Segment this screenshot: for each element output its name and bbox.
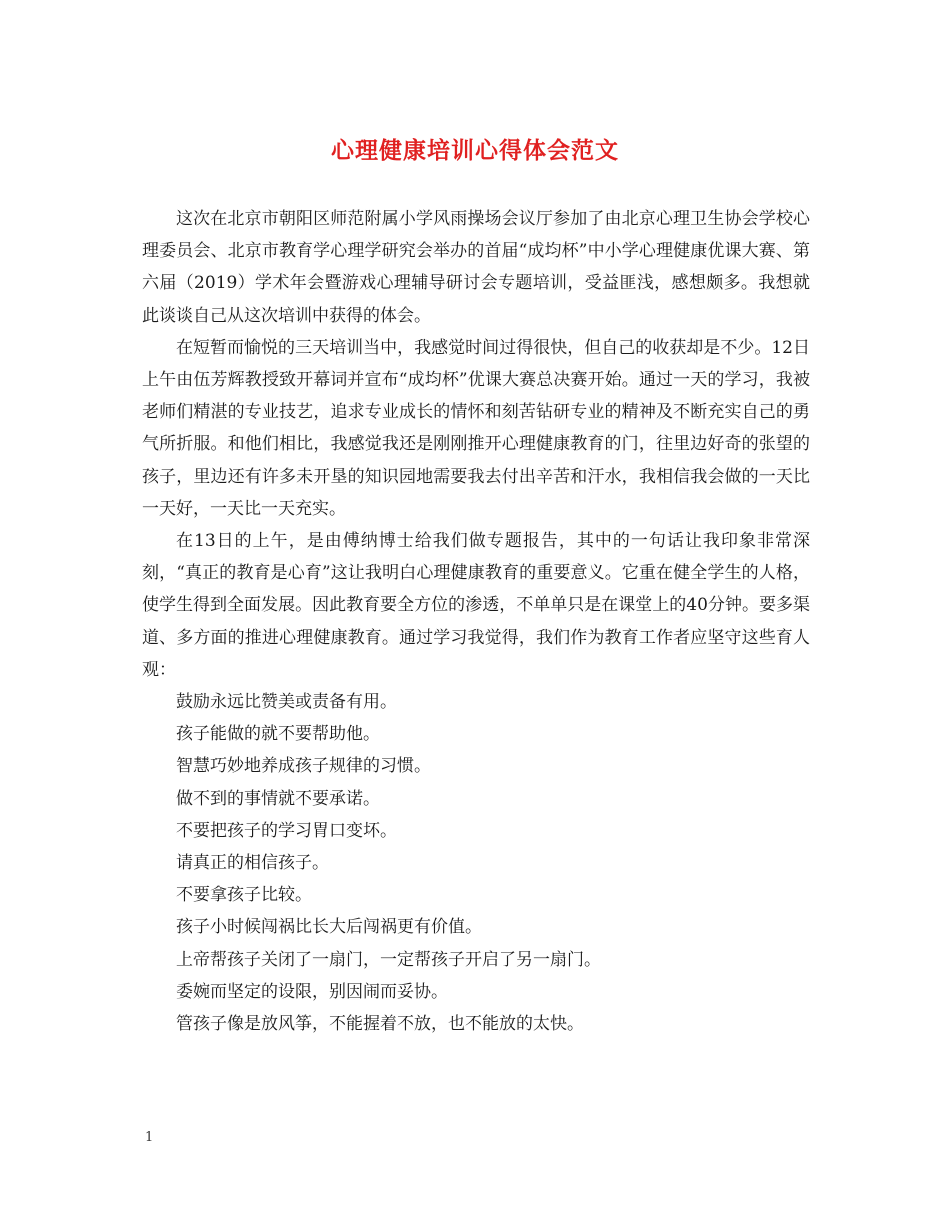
document-title: 心理健康培训心得体会范文 <box>331 138 619 164</box>
list-item: 智慧巧妙地养成孩子规律的习惯。 <box>176 756 431 777</box>
list-item: 做不到的事情就不要承诺。 <box>176 788 380 809</box>
paragraph-1: 这次在北京市朝阳区师范附属小学风雨操场会议厅参加了由北京心理卫生协会学校心理委员会、北京市教育学心理学研究会举办的首届“成均杯”中小学心理健康优课大赛、第六届（2019）学术年会暨游戏心理辅导研讨会专题培训，受益匪浅，感想颇多。我想就此谈谈自己从这次培训中获得的体会。 <box>142 209 810 326</box>
list-item: 上帝帮孩子关闭了一扇门，一定帮孩子开启了另一扇门。 <box>176 949 601 970</box>
document-body <box>142 203 810 1040</box>
list-item: 不要把孩子的学习胃口变坏。 <box>176 820 397 841</box>
principles-list <box>142 686 810 1040</box>
list-item: 委婉而坚定的设限，别因闹而妥协。 <box>176 981 448 1002</box>
list-item: 请真正的相信孩子。 <box>176 853 329 874</box>
paragraph-2: 在短暂而愉悦的三天培训当中，我感觉时间过得很快，但自己的收获却是不少。12日上午由伍芳辉教授致开幕词并宣布“成均杯”优课大赛总决赛开始。通过一天的学习，我被老师们精湛的专业技艺，追求专业成长的情怀和刻苦钻研专业的精神及不断充实自己的勇气所折服。和他们相比，我感觉我还是刚刚推开心理健康教育的门，往里边好奇的张望的孩子，里边还有许多未开垦的知识园地需要我去付出辛苦和汗水，我相信我会做的一天比一天好，一天比一天充实。 <box>142 337 810 519</box>
page-number: 1 <box>145 1130 154 1145</box>
list-item: 不要拿孩子比较。 <box>176 885 312 906</box>
list-item: 管孩子像是放风筝，不能握着不放，也不能放的太快。 <box>176 1014 584 1035</box>
list-item: 孩子能做的就不要帮助他。 <box>176 724 380 745</box>
list-item: 孩子小时候闯祸比长大后闯祸更有价值。 <box>176 917 482 938</box>
list-item: 鼓励永远比赞美或责备有用。 <box>176 692 397 713</box>
paragraph-3: 在13日的上午，是由傅纳博士给我们做专题报告，其中的一句话让我印象非常深刻，“真正的教育是心育”这让我明白心理健康教育的重要意义。它重在健全学生的人格，使学生得到全面发展。因此教育要全方位的渗透，不单单只是在课堂上的40分钟。要多渠道、多方面的推进心理健康教育。通过学习我觉得，我们作为教育工作者应坚守这些育人观： <box>142 531 810 680</box>
